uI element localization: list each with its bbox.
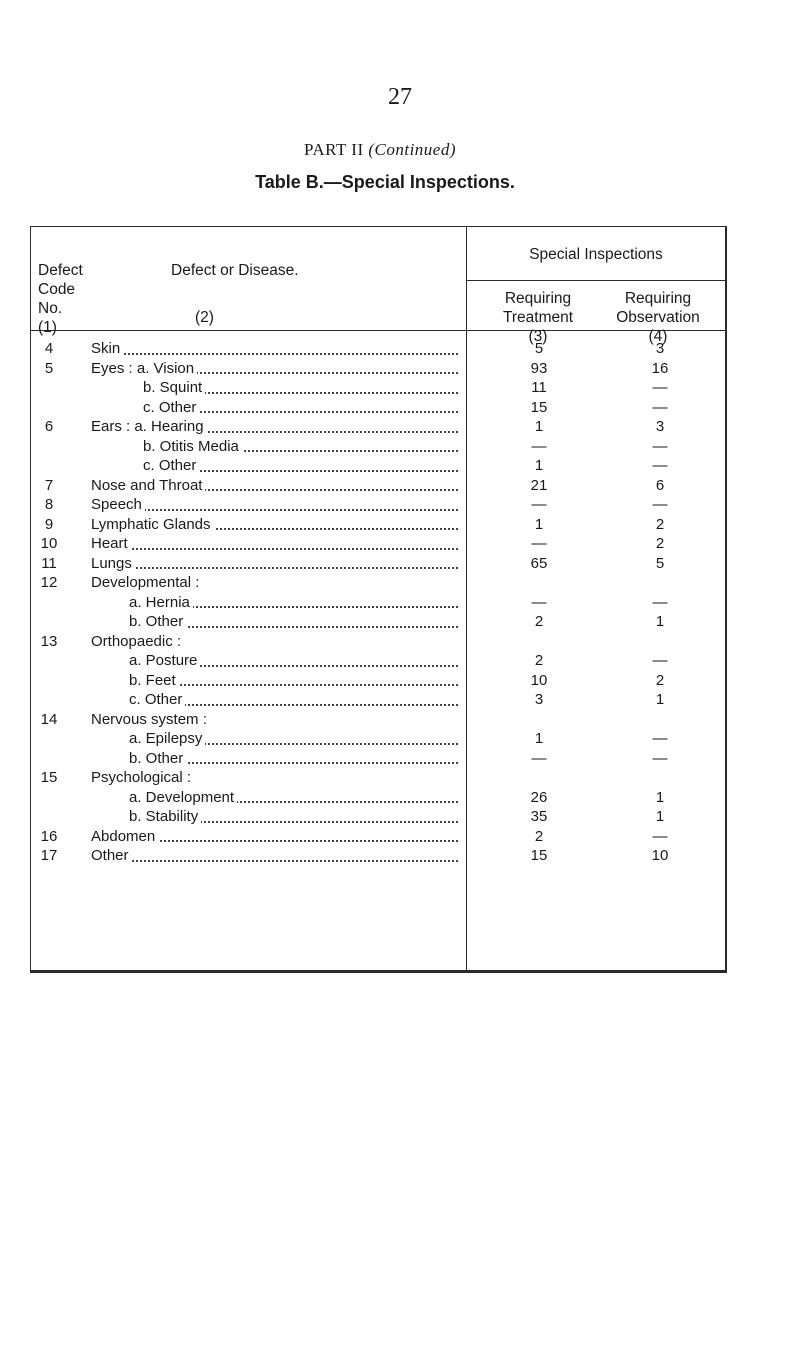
requiring-treatment-value: 93 <box>530 359 548 377</box>
defect-code: 16 <box>40 827 58 845</box>
requiring-treatment-value: 2 <box>534 613 544 630</box>
table-row <box>31 437 725 457</box>
requiring-observation-value: — <box>652 749 668 767</box>
requiring-observation-value: 16 <box>651 359 669 377</box>
requiring-observation-value: 1 <box>655 691 665 708</box>
defect-label-text: c. Other <box>143 457 199 474</box>
defect-label <box>143 437 458 457</box>
requiring-observation-value: 2 <box>655 535 665 552</box>
table-row <box>31 593 725 613</box>
defect-label <box>91 495 458 515</box>
requiring-observation-value: — <box>652 593 668 611</box>
defect-label-text: b. Otitis Media <box>143 438 242 455</box>
requiring-observation-value: 2 <box>655 671 665 689</box>
defect-label-text: Speech <box>91 496 145 513</box>
defect-code: 15 <box>40 769 58 786</box>
defect-label <box>91 359 458 379</box>
table-row <box>31 768 725 788</box>
table-row <box>31 749 725 769</box>
defect-code: 13 <box>40 632 58 650</box>
defect-code: 12 <box>40 574 58 591</box>
dot-leader <box>91 548 458 550</box>
header-observation-line: Requiring <box>624 290 692 307</box>
part-heading <box>0 140 760 160</box>
defect-label <box>143 378 458 398</box>
defect-label <box>129 671 458 691</box>
defect-code: 11 <box>41 554 57 572</box>
defect-label <box>91 710 458 730</box>
defect-label-text: Heart <box>91 535 131 552</box>
requiring-treatment-value: 15 <box>530 398 548 416</box>
part-continued: (Continued) <box>368 140 457 159</box>
defect-label <box>143 398 458 418</box>
table-title: Table B.—Special Inspections. <box>255 172 515 192</box>
header-special-inspections: Special Inspections <box>529 246 663 263</box>
defect-label <box>91 417 458 437</box>
requiring-observation-value: 5 <box>655 554 665 572</box>
defect-label-text: Other <box>91 847 132 864</box>
requiring-treatment-value: 5 <box>534 340 544 357</box>
defect-label-text: Developmental : <box>91 574 202 591</box>
table-row <box>31 339 725 359</box>
table-row <box>31 827 725 847</box>
defect-label-text: c. Other <box>129 691 185 708</box>
requiring-observation-value: — <box>652 379 668 396</box>
header-defect-or-disease: Defect or Disease. <box>171 262 299 279</box>
defect-label <box>129 729 458 749</box>
table-row <box>31 690 725 710</box>
requiring-treatment-value: 3 <box>534 691 544 708</box>
header-treatment-line: Requiring <box>504 290 572 307</box>
defect-code: 9 <box>44 515 54 533</box>
header-requiring-observation <box>598 289 718 346</box>
header-code-line: Defect <box>38 262 83 279</box>
defect-label <box>129 788 458 808</box>
requiring-treatment-value: 10 <box>530 671 548 689</box>
defect-label <box>91 515 458 535</box>
requiring-treatment-value: 1 <box>534 418 544 435</box>
defect-label-text: Ears : a. Hearing <box>91 418 207 435</box>
header-treatment-line: (3) <box>528 328 548 345</box>
defect-label-text: Orthopaedic : <box>91 633 184 650</box>
page-number: 27 <box>388 84 412 110</box>
table-row <box>31 515 725 535</box>
defect-label-text: a. Development <box>129 789 237 806</box>
defect-label-text: Eyes : a. Vision <box>91 360 197 377</box>
defect-label <box>91 846 458 866</box>
dot-leader <box>91 509 458 511</box>
defect-code: 10 <box>40 535 58 552</box>
table-row <box>31 573 725 593</box>
requiring-observation-value: 1 <box>655 788 665 806</box>
requiring-treatment-value: 15 <box>530 847 548 864</box>
table-row <box>31 788 725 808</box>
table-row <box>31 476 725 496</box>
requiring-treatment-value: 1 <box>534 457 544 474</box>
table-row <box>31 495 725 515</box>
table-row <box>31 378 725 398</box>
table-row <box>31 359 725 379</box>
defect-code: 7 <box>44 476 54 494</box>
requiring-observation-value: — <box>652 730 668 747</box>
requiring-treatment-value: — <box>531 496 547 513</box>
part-label: PART II <box>303 140 364 159</box>
requiring-treatment-value: 11 <box>531 379 547 396</box>
requiring-treatment-value: — <box>531 437 547 455</box>
requiring-observation-value: 10 <box>651 847 669 864</box>
subheader-rule <box>467 280 725 281</box>
table-row <box>31 671 725 691</box>
defect-label <box>91 534 458 554</box>
header-observation-line: (4) <box>648 328 668 345</box>
dot-leader <box>91 567 458 569</box>
defect-label <box>129 651 458 671</box>
requiring-treatment-value: — <box>531 749 547 767</box>
defect-label <box>91 339 458 359</box>
table-row <box>31 710 725 730</box>
defect-label-text: Nervous system : <box>91 711 210 728</box>
defect-label-text: c. Other <box>143 399 199 416</box>
requiring-observation-value: 3 <box>655 418 665 435</box>
requiring-observation-value: 3 <box>655 340 665 357</box>
table-row <box>31 417 725 437</box>
defect-label-text: b. Other <box>129 750 186 767</box>
header-requiring-treatment <box>483 289 593 346</box>
defect-label <box>91 827 458 847</box>
requiring-treatment-value: 1 <box>534 730 544 747</box>
defect-label <box>91 554 458 574</box>
defect-label-text: Abdomen <box>91 828 158 845</box>
table-row <box>31 807 725 827</box>
requiring-treatment-value: 1 <box>534 515 544 533</box>
defect-label-text: b. Stability <box>129 808 201 825</box>
requiring-observation-value: — <box>652 398 668 416</box>
requiring-observation-value: 1 <box>655 613 665 630</box>
requiring-observation-value: 6 <box>655 476 665 494</box>
defect-label-text: Lymphatic Glands <box>91 516 214 533</box>
header-column-2: (2) <box>195 309 214 326</box>
requiring-treatment-value: 26 <box>530 788 548 806</box>
requiring-treatment-value: 35 <box>530 808 548 825</box>
header-code-line: (1) <box>38 319 57 336</box>
requiring-observation-value: — <box>652 496 668 513</box>
requiring-treatment-value: 21 <box>530 476 548 494</box>
defect-label-text: b. Squint <box>143 379 205 396</box>
dot-leader <box>91 353 458 355</box>
table-row <box>31 729 725 749</box>
header-code-line: Code <box>38 281 76 298</box>
defect-label <box>129 612 458 632</box>
header-defect-code <box>38 261 83 337</box>
table-row <box>31 534 725 554</box>
requiring-observation-value: — <box>652 827 668 845</box>
header-code-line: No. <box>38 300 63 317</box>
defect-code: 5 <box>44 359 54 377</box>
header-treatment-line: Treatment <box>502 309 574 326</box>
defect-code: 4 <box>44 340 54 357</box>
requiring-observation-value: 1 <box>655 808 665 825</box>
requiring-observation-value: 2 <box>655 515 665 533</box>
requiring-treatment-value: 2 <box>534 652 544 669</box>
defect-label <box>129 749 458 769</box>
defect-label <box>129 807 458 827</box>
defect-code: 6 <box>44 418 54 435</box>
table-row <box>31 554 725 574</box>
defect-label <box>91 573 458 593</box>
defect-label-text: Skin <box>91 340 123 357</box>
table-body <box>31 339 725 866</box>
requiring-treatment-value: — <box>531 535 547 552</box>
table-row <box>31 651 725 671</box>
table-row <box>31 456 725 476</box>
requiring-treatment-value: 2 <box>534 827 544 845</box>
defect-label-text: a. Hernia <box>129 594 193 611</box>
table-row <box>31 632 725 652</box>
defect-code: 8 <box>44 496 54 513</box>
defect-label <box>91 768 458 788</box>
special-inspections-table <box>30 226 727 973</box>
requiring-treatment-value: — <box>531 593 547 611</box>
defect-label-text: a. Epilepsy <box>129 730 205 747</box>
defect-code: 14 <box>40 710 58 728</box>
requiring-observation-value: — <box>652 457 668 474</box>
table-row <box>31 846 725 866</box>
defect-label-text: Lungs <box>91 555 135 572</box>
defect-label <box>129 593 458 613</box>
defect-label-text: b. Other <box>129 613 186 630</box>
requiring-observation-value: — <box>652 437 668 455</box>
defect-label-text: b. Feet <box>129 672 179 689</box>
requiring-observation-value: — <box>652 652 668 669</box>
defect-label-text: Psychological : <box>91 769 194 786</box>
dot-leader <box>91 860 458 862</box>
defect-label-text: a. Posture <box>129 652 200 669</box>
header-observation-line: Observation <box>616 309 700 326</box>
table-row <box>31 398 725 418</box>
defect-label <box>91 632 458 652</box>
defect-label <box>129 690 458 710</box>
table-row <box>31 612 725 632</box>
defect-label-text: Nose and Throat <box>91 477 205 494</box>
defect-label <box>143 456 458 476</box>
defect-code: 17 <box>40 847 58 864</box>
requiring-treatment-value: 65 <box>530 554 548 572</box>
defect-label <box>91 476 458 496</box>
